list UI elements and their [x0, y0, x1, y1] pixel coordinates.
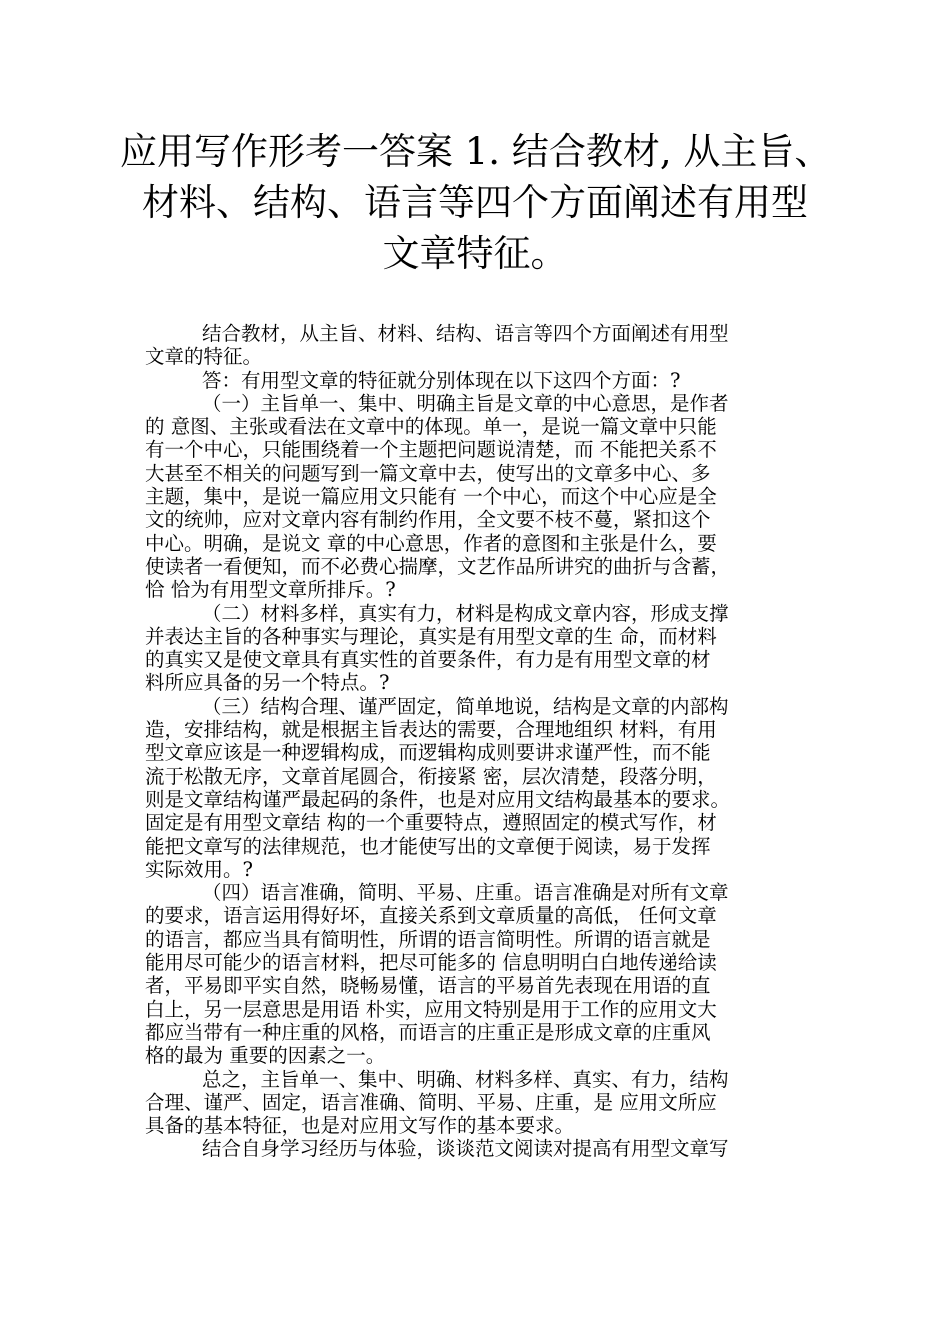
document-title [120, 126, 830, 279]
text-line: 并表达主旨的各种事实与理论，真实是有用型文章的生 命，而材料 [145, 624, 717, 648]
text-line: 都应当带有一种庄重的风格，而语言的庄重正是形成文章的庄重风 [145, 1020, 711, 1044]
text-line: （二）材料多样，真实有力，材料是构成文章内容，形成支撑 [202, 601, 729, 625]
text-line: 合理、谨严、固定，语言准确、简明、平易、庄重，是 应用文所应 [145, 1090, 717, 1114]
title-line: 材料、结构、语言等四个方面阐述有用型 [142, 181, 808, 224]
text-line: 使读者一看便知，而不必费心揣摩，文艺作品所讲究的曲折与含蓄， [145, 554, 731, 578]
text-line: 固定是有用型文章结 构的一个重要特点，遵照固定的模式写作，材 [145, 811, 717, 835]
text-line: 恰 恰为有用型文章所排斥。? [145, 578, 396, 602]
text-line: 的语言，都应当具有简明性，所谓的语言简明性。所谓的语言就是 [145, 927, 711, 951]
text-line: 者，平易即平实自然，晓畅易懂，语言的平易首先表现在用语的直 [145, 974, 711, 998]
title-line: 应用写作形考一答案 1. 结合教材, 从主旨、 [120, 130, 832, 173]
text-line: 料所应具备的另一个特点。? [145, 671, 390, 695]
paragraph-summary [145, 1068, 810, 1138]
text-line: （三）结构合理、谨严固定，简单地说，结构是文章的内部构 [202, 694, 729, 718]
text-line: 型文章应该是一种逻辑构成，而逻辑构成则要讲求谨严性，而不能 [145, 741, 711, 765]
paragraph-question [145, 322, 810, 369]
text-line: （四）语言准确，简明、平易、庄重。语言准确是对所有文章 [202, 881, 729, 905]
text-line: 白上，另一层意思是用语 朴实，应用文特别是用于工作的应用文大 [145, 997, 717, 1021]
paragraph-next-question [145, 1137, 810, 1160]
text-line: 的要求，语言运用得好坏，直接关系到文章质量的高低， 任何文章 [145, 904, 717, 928]
document-body [145, 322, 810, 1161]
text-line: 文章的特征。 [145, 345, 263, 369]
text-line: 答：有用型文章的特征就分别体现在以下这四个方面：? [202, 368, 681, 392]
title-line: 文章特征。 [382, 232, 568, 275]
text-line: 则是文章结构谨严最起码的条件，也是对应用文结构最基本的要求。 [145, 787, 731, 811]
text-line: 结合教材，从主旨、材料、结构、语言等四个方面阐述有用型 [202, 322, 729, 345]
text-line: 格的最为 重要的因素之一。 [145, 1044, 386, 1068]
text-line: 流于松散无序，文章首尾圆合，衔接紧 密，层次清楚，段落分明， [145, 764, 717, 788]
text-line: 结合自身学习经历与体验，谈谈范文阅读对提高有用型文章写 [202, 1137, 729, 1161]
paragraph-structure [145, 695, 810, 881]
text-line: 主题，集中，是说一篇应用文只能有 一个中心，而这个中心应是全 [145, 485, 717, 509]
paragraph-answer-intro [145, 369, 810, 392]
text-line: 能用尽可能少的语言材料，把尽可能多的 信息明明白白地传递给读 [145, 951, 717, 975]
text-line: 造，安排结构，就是根据主旨表达的需要，合理地组织 材料，有用 [145, 718, 717, 742]
text-line: 实际效用。? [145, 857, 253, 881]
text-line: 具备的基本特征，也是对应用文写作的基本要求。 [145, 1114, 575, 1138]
paragraph-theme [145, 392, 810, 602]
text-line: （一）主旨单一、集中、明确主旨是文章的中心意思，是作者 [202, 391, 729, 415]
text-line: 的真实又是使文章具有真实性的首要条件，有力是有用型文章的材 [145, 648, 711, 672]
text-line: 能把文章写的法律规范，也才能使写出的文章便于阅读，易于发挥 [145, 834, 711, 858]
text-line: 的 意图、主张或看法在文章中的体现。单一，是说一篇文章中只能 [145, 415, 717, 439]
text-line: 中心。明确，是说文 章的中心意思，作者的意图和主张是什么，要 [145, 531, 717, 555]
text-line: 文的统帅，应对文章内容有制约作用，全文要不枝不蔓，紧扣这个 [145, 508, 711, 532]
text-line: 大甚至不相关的问题写到一篇文章中去，使写出的文章多中心、多 [145, 461, 711, 485]
paragraph-materials [145, 602, 810, 695]
text-line: 有一个中心，只能围绕着一个主题把问题说清楚，而 不能把关系不 [145, 438, 717, 462]
paragraph-language [145, 881, 810, 1067]
text-line: 总之，主旨单一、集中、明确、材料多样、真实、有力，结构 [202, 1067, 729, 1091]
